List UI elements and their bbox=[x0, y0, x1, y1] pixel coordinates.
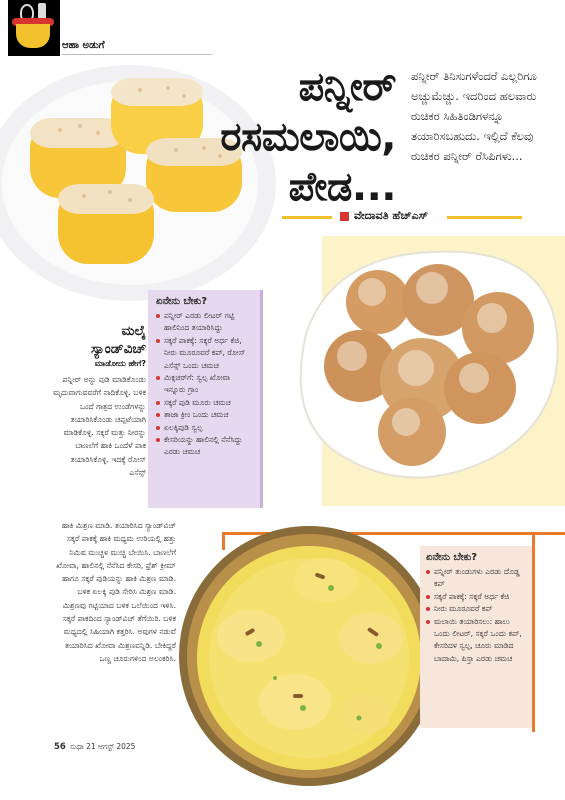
page-number: 56 bbox=[54, 742, 66, 752]
frame-line-right bbox=[532, 532, 535, 732]
list-item: ಮಿಕ್ಸಚರ್‌ಗೆ: ಸ್ವಲ್ಪ ಖೋವಾ ಇನ್ನೂರು ಗ್ರಾಂ bbox=[156, 372, 254, 397]
method-text-part-1: ಪನ್ನೀರ್ ಅನ್ನು ಪುಡಿ ಮಾಡಿಕೊಂಡು ಮೃದುವಾಗುವವರೆಗೆ ನಾದಿಕೊಳ್ಳಿ. ಬಳಿಕ ಒಂದೆ ಗಾತ್ರದ ಉಂಡೆಗಳನ್ನು ತಯಾರಿಸಿಕೊಂಡು ಚಪ್ಪಟೆಯಾಗಿ ಮಾಡಿಕೊಳ್ಳಿ. ಸಕ್ಕರೆ ಮತ್ತು ನೀರನ್ನು ಬಾಣಲೆಗೆ ಹಾಕಿ ಒಂದೆಳೆ ಪಾಕ ತಯಾರಿಸಿಕೊಳ್ಳಿ. ಇದಕ್ಕೆ ರೋಸ್ ಎಸೆನ್ಸ್ bbox=[53, 375, 146, 478]
byline-row bbox=[282, 210, 522, 224]
page-footer bbox=[54, 742, 135, 752]
magazine-section-logo bbox=[8, 0, 60, 56]
article-intro: ಪನ್ನೀರ್ ತಿನಿಸುಗಳೆಂದರೆ ಎಲ್ಲರಿಗೂ ಅಚ್ಚುಮೆಚ್ಚು. ಇದರಿಂದ ಹಲವಾರು ರುಚಿಕರ ಸಿಹಿತಿಂಡಿಗಳನ್ನೂ ತಯಾರಿಸಬಹುದು. ಇಲ್ಲಿದೆ ಕೆಲವು ರುಚಿಕರ ಪನ್ನೀರ್ ರೆಸಿಪಿಗಳು... bbox=[411, 69, 537, 163]
article-title bbox=[200, 62, 396, 212]
ingredients-heading: ಏನೇನು ಬೇಕು? bbox=[426, 552, 478, 563]
title-line-2: ರಸಮಲಾಯಿ, bbox=[220, 114, 396, 160]
list-item: ಪನ್ನೀರ್ ಎರಡು ಲೀಟರ್ ಗಟ್ಟಿ ಹಾಲಿನಿಂದ ತಯಾರಿಸಿದ್ದು bbox=[156, 310, 254, 335]
title-line-3: ಪೇಡ... bbox=[288, 164, 396, 210]
author-byline: ವೇದಾವತಿ ಹೆಚ್‌ಎಸ್ bbox=[354, 209, 428, 222]
pot-icon bbox=[16, 24, 50, 48]
paneer-peda-photo bbox=[292, 236, 565, 506]
byline-rule-left bbox=[282, 216, 332, 219]
ingredients-heading: ಏನೇನು ಬೇಕು? bbox=[156, 296, 208, 307]
byline-rule-right bbox=[447, 216, 522, 219]
header-divider bbox=[62, 54, 212, 55]
ingredients-list bbox=[426, 566, 526, 665]
list-item: ಮಲಾಯಿ ತಯಾರಿಸಲು: ಹಾಲು ಒಂದು ಲೀಟರ್, ಸಕ್ಕರೆ ಒಂದು ಕಪ್, ಕೇಸರಿದಳ ಸ್ವಲ್ಪ, ಚೂರು ಮಾಡಿದ ಬಾದಾಮಿ, ಪಿಸ್ತಾ ಎರಡು ಚಮಚ bbox=[426, 616, 526, 666]
byline-bullet bbox=[340, 212, 349, 221]
list-item: ಸಕ್ಕರೆ ಪಾಕಕ್ಕೆ: ಸಕ್ಕರೆ ಅರ್ಧ ಕೆಜಿ bbox=[426, 591, 526, 603]
recipe-title-line-1: ಮಲೈ bbox=[121, 323, 146, 339]
rasmalai-photo bbox=[175, 518, 440, 788]
sandwich-ingredients-panel bbox=[148, 290, 260, 508]
panel-accent-bar bbox=[260, 290, 263, 508]
list-item: ಸಕ್ಕರೆ ಪಾಕಕ್ಕೆ: ಸಕ್ಕರೆ ಅರ್ಧ ಕೆಜಿ, ನೀರು ಮೂರೂವರೆ ಕಪ್, ರೋಸ್ ಎಸೆನ್ಸ್ ಒಂದು ಚಮಚ bbox=[156, 335, 254, 372]
title-line-1: ಪನ್ನೀರ್ bbox=[298, 64, 396, 110]
list-item: ನೀರು ಮೂರೂವರೆ ಕಪ್ bbox=[426, 603, 526, 615]
spatula-icon bbox=[38, 3, 46, 19]
list-item: ಪನ್ನೀರ್ ತುಂಡುಗಳು ಎರಡು ದೊಡ್ಡ ಕಪ್ bbox=[426, 566, 526, 591]
recipe-title bbox=[78, 322, 146, 358]
issue-date: ಸುಧಾ 21 ಆಗಸ್ಟ್ 2025 bbox=[69, 742, 136, 751]
list-item: ಕೇಸರಿಯನ್ನು ಹಾಲಿನಲ್ಲಿ ನೆನೆಸಿದ್ದು ಎರಡು ಚಮಚ bbox=[156, 434, 254, 459]
list-item: ಏಲಕ್ಕಿಪುಡಿ ಸ್ವಲ್ಪ bbox=[156, 422, 254, 434]
column-label: ಆಹಾ ಅಡುಗೆ bbox=[62, 40, 105, 51]
list-item: ತಾಜಾ ಕ್ರೀಂ ಒಂದು ಚಮಚ bbox=[156, 409, 254, 421]
rasmalai-ingredients-panel bbox=[420, 546, 532, 728]
recipe-title-line-2: ಸ್ಯಾಂಡ್‌ವಿಚ್ bbox=[90, 341, 146, 357]
list-item: ಸಕ್ಕರೆ ಪುಡಿ ಮೂರು ಚಮಚ bbox=[156, 397, 254, 409]
method-heading: ಮಾಡೋದು ಹೇಗೆ? bbox=[94, 359, 146, 368]
ingredients-list bbox=[156, 310, 254, 459]
method-text-part-2: ಹಾಕಿ ಮಿಶ್ರಣ ಮಾಡಿ. ತಯಾರಿಸಿದ ಸ್ಯಾಂಡ್‌ವಿಚ್ ಸಕ್ಕರೆ ಪಾಕಕ್ಕೆ ಹಾಕಿ ಮಧ್ಯಮ ಉರಿಯಲ್ಲಿ ಹತ್ತು ನಿಮಿಷ ಮುಚ್ಚಳ ಮುಚ್ಚಿ ಬೇಯಿಸಿ. ಬಾಣಲೆಗೆ ಖೋವಾ, ಹಾಲಿನಲ್ಲಿ ನೆನೆಸಿದ ಕೇಸರಿ, ಫ್ರೆಶ್ ಕ್ರೀಮ್ ಹಾಗೂ ಸಕ್ಕರೆ ಪುಡಿಯನ್ನು ಹಾಕಿ ಮಿಶ್ರಣ ಮಾಡಿ. ಬಳಿಕ ಏಲಕ್ಕಿ ಪುಡಿ ಸೇರಿಸಿ ಮಿಶ್ರಣ ಮಾಡಿ. ಮಿಶ್ರಣವು ಗಟ್ಟಿಯಾದ ಬಳಿಕ ಒಲೆಯಿಂದ ಇಳಿಸಿ. ಸಕ್ಕರೆ ಪಾಕದಿಂದ ಸ್ಯಾಂಡ್‌ವಿಚ್ ತೆಗೆಯಿರಿ. ಬಳಿಕ ಮಧ್ಯದಲ್ಲಿ ಸಿಹಿಯಾಗಿ ಕತ್ತರಿಸಿ. ಅವುಗಳ ನಡುವೆ ತಯಾರಿಸಿದ ಖೋವಾ ಮಿಶ್ರಣವನ್ನಿಡಿ. ಬೇಕಿದ್ದರೆ ಒಣ್ಣ ಚೂರುಗಳಿಂದ ಅಲಂಕರಿಸಿ. bbox=[56, 521, 176, 663]
